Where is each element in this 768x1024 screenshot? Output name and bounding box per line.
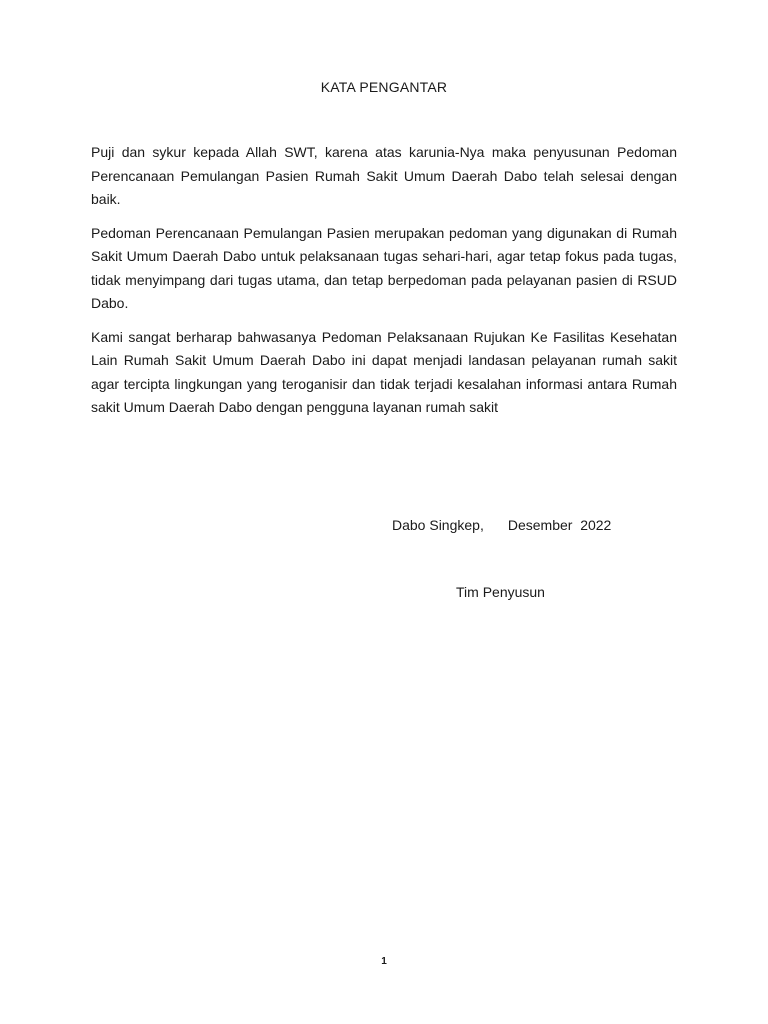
- signature-date: Desember 2022: [507, 517, 612, 533]
- paragraph-2: Pedoman Perencanaan Pemulangan Pasien merupakan pedoman yang digunakan di Rumah Sakit Umum Daerah Dabo untuk pelaksanaan tugas sehari-hari, agar tetap fokus pada tugas, tidak menyimpang dari tugas utama, dan tetap berpedoman pada pelayanan pasien di RSUD Dabo.: [91, 224, 677, 311]
- signature-place: Dabo Singkep,: [392, 517, 484, 533]
- signature-author: Tim Penyusun: [456, 584, 545, 600]
- paragraph-3: Kami sangat berharap bahwasanya Pedoman Pelaksanaan Rujukan Ke Fasilitas Kesehatan Lain Rumah Sakit Umum Daerah Dabo ini dapat menjadi landasan pelayanan rumah sakit agar tercipta lingkungan yang teroganisir dan tidak terjadi kesalahan informasi antara Rumah sakit Umum Daerah Dabo dengan pengguna layanan rumah sakit: [91, 328, 677, 415]
- signature-place-date: [392, 515, 611, 535]
- page-title: KATA PENGANTAR: [320, 79, 448, 95]
- page-number: 1: [381, 956, 387, 967]
- paragraph-1: Puji dan sykur kepada Allah SWT, karena atas karunia-Nya maka penyusunan Pedoman Perencanaan Pemulangan Pasien Rumah Sakit Umum Daerah Dabo telah selesai dengan baik.: [91, 144, 677, 207]
- document-body: [91, 141, 677, 430]
